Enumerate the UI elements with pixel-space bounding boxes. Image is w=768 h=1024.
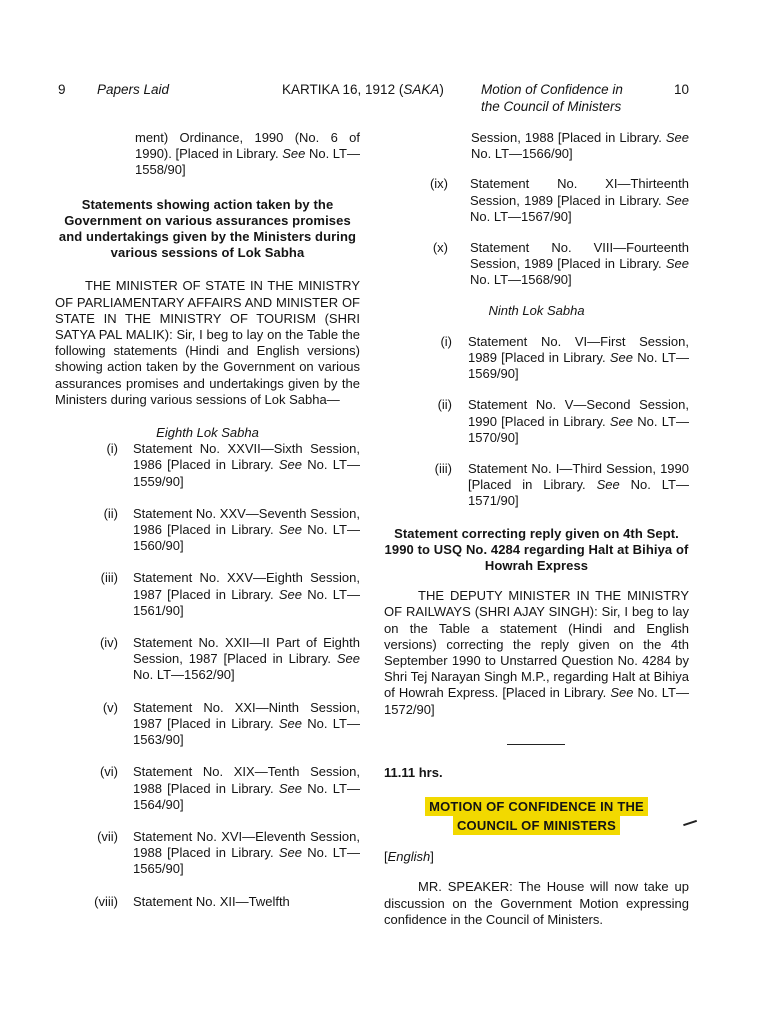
ordinance-continuation: ment) Ordinance, 1990 (No. 6 of 1990). [Placed in Library. See No. LT—1558/90] bbox=[135, 130, 361, 178]
running-title-left: Papers Laid bbox=[97, 82, 170, 97]
item-text: Statement No. XVI—Eleventh Session, 1988 [Placed in Library. See No. LT—1565/90] bbox=[133, 828, 360, 877]
item-text: Statement No. XXI—Ninth Session, 1987 [Placed in Library. See No. LT—1563/90] bbox=[133, 699, 360, 748]
eighth-lok-sabha-subheading: Eighth Lok Sabha bbox=[156, 425, 259, 441]
page-number-right: 10 bbox=[674, 82, 690, 97]
item-number: (ii) bbox=[437, 397, 452, 413]
list-item bbox=[384, 240, 689, 289]
list-item bbox=[55, 764, 360, 813]
running-title-right-line1: Motion of Confidence in bbox=[481, 82, 623, 97]
motion-heading bbox=[384, 797, 689, 835]
statements-heading: Statements showing action taken by the Government on various assurances promises and undertakings given by the Ministers during various sessions of Lok Sabha bbox=[58, 196, 357, 261]
item-number: (vi) bbox=[99, 764, 118, 780]
eighth-lok-sabha-list-cont bbox=[384, 176, 689, 288]
list-item bbox=[55, 700, 360, 749]
eighth-lok-sabha-list bbox=[55, 441, 360, 909]
item-text: Statement No. XI—Thirteenth Session, 1989 [Placed in Library. See No. LT—1567/90] bbox=[470, 176, 689, 224]
minister-statement-paragraph: THE MINISTER OF STATE IN THE MINISTRY OF PARLIAMENTARY AFFAIRS AND MINISTER OF STATE IN THE MINISTRY OF TOURISM (SHRI SATYA PAL MALIK): Sir, I beg to lay on the Table the following statements (Hindi and English versions) showing action taken by the Government on various assurances promises and undertakings given by the Ministers during various sessions of Lok Sabha— bbox=[55, 278, 360, 407]
list-item bbox=[55, 506, 360, 555]
motion-heading-line2: COUNCIL OF MINISTERS bbox=[453, 816, 620, 835]
left-column bbox=[55, 130, 360, 910]
item-number: (iii) bbox=[434, 461, 452, 477]
right-column bbox=[384, 130, 689, 928]
list-item bbox=[384, 176, 689, 225]
item-number: (ii) bbox=[103, 505, 118, 521]
list-item bbox=[384, 461, 689, 510]
page-number-left: 9 bbox=[58, 82, 66, 97]
running-header-center: KARTIKA 16, 1912 (SAKA) bbox=[282, 82, 444, 97]
item-text: Statement No. XXII—II Part of Eighth Session, 1987 [Placed in Library. See No. LT—1562/90] bbox=[133, 635, 360, 683]
item-number: (iv) bbox=[99, 635, 118, 651]
language-tag: [English] bbox=[384, 849, 434, 865]
item-text: Statement No. XXV—Eighth Session, 1987 [Placed in Library. See No. LT—1561/90] bbox=[133, 570, 360, 618]
item-text: Statement No. XII—Twelfth bbox=[133, 893, 290, 909]
list-item bbox=[55, 635, 360, 684]
statement-viii-continuation: Session, 1988 [Placed in Library. See No. LT—1566/90] bbox=[471, 130, 689, 162]
item-text: Statement No. VIII—Fourteenth Session, 1989 [Placed in Library. See No. LT—1568/90] bbox=[470, 240, 689, 288]
item-number: (vii) bbox=[97, 828, 118, 844]
ninth-lok-sabha-list bbox=[384, 334, 689, 510]
item-text: Statement No. I—Third Session, 1990 [Placed in Library. See No. LT—1571/90] bbox=[468, 461, 689, 509]
item-number: (viii) bbox=[94, 893, 118, 909]
ninth-lok-sabha-subheading: Ninth Lok Sabha bbox=[488, 302, 585, 318]
item-number: (i) bbox=[440, 333, 452, 349]
item-text: Statement No. VI—First Session, 1989 [Placed in Library. See No. LT—1569/90] bbox=[468, 333, 689, 382]
item-text: Statement No. V—Second Session, 1990 [Placed in Library. See No. LT—1570/90] bbox=[468, 397, 689, 445]
list-item bbox=[384, 334, 689, 383]
speaker-paragraph: MR. SPEAKER: The House will now take up discussion on the Government Motion expressing confidence in the Council of Ministers. bbox=[384, 879, 689, 927]
item-number: (i) bbox=[106, 441, 118, 457]
item-text: Statement No. XXVII—Sixth Session, 1986 [Placed in Library. See No. LT—1559/90] bbox=[133, 441, 360, 489]
deputy-minister-paragraph: THE DEPUTY MINISTER IN THE MINISTRY OF RAILWAYS (SHRI AJAY SINGH): Sir, I beg to lay on the Table a statement (Hindi and English versions) correcting the reply given on the 4th September 1990 to Unstarred Question No. 4284 by Shri Tej Narayan Singh M.P., regarding Halt at Bihiya of Howrah Express. [Placed in Library. See No. LT—1572/90] bbox=[384, 588, 689, 717]
running-title-right-line2: the Council of Ministers bbox=[481, 99, 622, 114]
item-text: Statement No. XIX—Tenth Session, 1988 [Placed in Library. See No. LT—1564/90] bbox=[133, 764, 360, 812]
item-number: (v) bbox=[102, 699, 118, 715]
correction-statement-heading: Statement correcting reply given on 4th Sept. 1990 to USQ No. 4284 regarding Halt at Bihiya of Howrah Express bbox=[384, 525, 689, 574]
list-item bbox=[55, 570, 360, 619]
section-divider bbox=[507, 744, 565, 745]
time-stamp: 11.11 hrs. bbox=[384, 764, 443, 780]
item-number: (ix) bbox=[429, 176, 448, 192]
item-text: Statement No. XXV—Seventh Session, 1986 [Placed in Library. See No. LT—1560/90] bbox=[133, 505, 360, 554]
list-item bbox=[55, 894, 360, 910]
item-number: (x) bbox=[432, 240, 448, 256]
list-item bbox=[384, 397, 689, 446]
motion-heading-line1: MOTION OF CONFIDENCE IN THE bbox=[425, 797, 648, 816]
list-item bbox=[55, 441, 360, 490]
item-number: (iii) bbox=[100, 570, 118, 586]
list-item bbox=[55, 829, 360, 878]
